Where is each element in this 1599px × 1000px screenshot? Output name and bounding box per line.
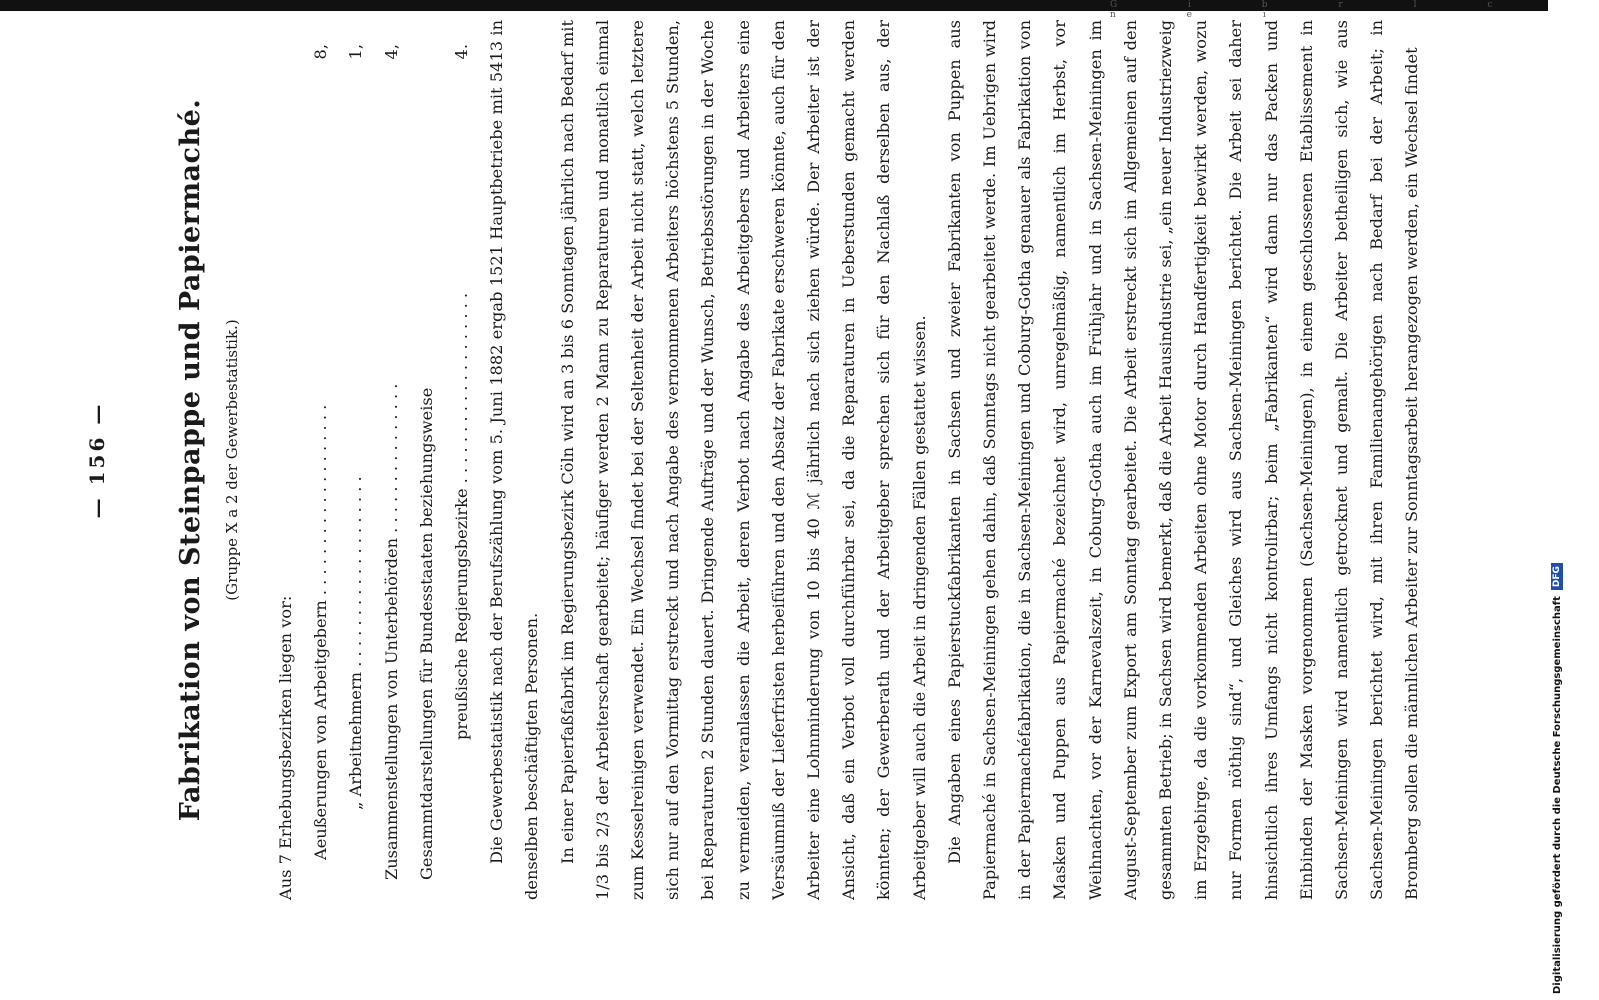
- count-row: [374, 20, 409, 900]
- paragraph: Die Gewerbestatistik nach der Berufszählung vom 5. Juni 1882 ergab 1521 Hauptbetriebe mit 5413 in denselben beschäftigten Personen.: [487, 20, 542, 900]
- count-label: „ Arbeitnehmern . . . . . . . . . . . . . . . . . . .: [346, 476, 366, 810]
- paragraph: In einer Papierfaßfabrik im Regierungsbezirk Cöln wird an 3 bis 6 Sonntagen jährlich nach Bedarf mit 1/3 bis 2/3 der Arbeiterschaft gearbeitet; häufiger werden 2 Mann zu Reparaturen und monatlich einmal zum Kesselreinigen verwendet. Ein Wechsel findet bei der Seltenheit der Arbeit nicht statt, welch letztere sich nur auf den Vormittag erstreckt und nach Angabe des vernommenen Arbeiters höchstens 5 Stunden, bei Reparaturen 2 Stunden dauert. Dringende Aufträge und der Wunsch, Betriebsstörungen in der Woche zu vermeiden, veranlassen die Arbeit, deren Verbot nach Angabe des Arbeitgebers und Arbeiters eine Versäumniß der Lieferfristen herbeiführen und den Absatz der Fabrikate erschweren könnte, auch für den Arbeiter eine Lohnminderung von 10 bis 40 ℳ jährlich nach sich ziehen würde. Der Arbeiter ist der Ansicht, daß ein Verbot voll durchführbar sei, da die Reparaturen in Ueberstunden gemacht werden könnten; der Gewerberath und der Arbeitgeber sprechen sich für den Nachlaß derselben aus, der Arbeitgeber will auch die Arbeit in dringenden Fällen gestattet wissen.: [557, 20, 929, 900]
- count-value: 4,: [381, 44, 401, 60]
- count-value: 1,: [346, 44, 366, 60]
- page-subtitle: (Gruppe X a 2 der Gewerbestatistik.): [223, 319, 241, 601]
- count-value: [409, 20, 444, 44]
- count-label: preußische Regierungsbezirke . . . . . . . . . . . . . . . . . . .: [451, 292, 471, 740]
- paragraph: Die Angaben eines Papierstuckfabrikanten in Sachsen und zweier Fabrikanten von Puppen aus Papiermaché in Sachsen-Meiningen gehen dahin, daß Sonntags nicht gearbeitet werde. Im Uebrigen wird in der Papiermachéfabrikation, die in Sachsen-Meiningen und Coburg-Gotha genauer als Fabrikation von Masken und Puppen aus Papiermaché bezeichnet wird, unregelmäßig, namentlich im Herbst, vor Weihnachten, vor der Karnevalszeit, in Coburg-Gotha auch im Frühjahr und in Sachsen-Meiningen im August-September zum Export am Sonntag gearbeitet. Die Arbeit erstreckt sich im Allgemeinen auf den gesammten Betrieb; in Sachsen wird bemerkt, daß die Arbeit Hausindustrie sei, „ein neuer Industriezweig im Erzgebirge, da die vorkommenden Arbeiten ohne Motor durch Handfertigkeit bewirkt werden, wozu nur Formen nöthig sind“, und Gleiches wird aus Sachsen-Meiningen berichtet. Die Arbeit sei daher hinsichtlich ihres Umfangs nicht kontrolirbar; beim „Fabrikanten“ wird dann nur das Packen und Einbinden der Masken vorgenommen (Sachsen-Meiningen), in einem geschlossenen Etablissement in Sachsen-Meiningen wird namentlich getrocknet und gemalt. Die Arbeiter betheiligen sich, wie aus Sachsen-Meiningen berichtet wird, mit ihren Familienangehörigen nach Bedarf bei der Arbeit; in Bromberg sollen die männlichen Arbeiter zur Sonntagsarbeit herangezogen werden, ein Wechsel findet: [944, 20, 1422, 900]
- count-value: 4.: [451, 44, 471, 60]
- count-label: Gesammtdarstellungen für Bundesstaaten beziehungsweise: [416, 387, 436, 880]
- count-label: Aeußerungen von Arbeitgebern . . . . . . . . . . . . . . . . . . .: [311, 404, 331, 860]
- rotated-document-page: [85, 20, 1455, 900]
- count-row: [303, 20, 338, 900]
- count-label: Zusammenstellungen von Unterbehörden . . . . . . . . . . . . . . .: [381, 383, 401, 880]
- count-row: [338, 20, 373, 900]
- count-row: [444, 20, 479, 900]
- count-value: 8,: [311, 44, 331, 60]
- page-number: — 156 —: [85, 401, 109, 519]
- page-title: Fabrikation von Steinpappe und Papiermaché.: [175, 98, 206, 822]
- intro-line: Aus 7 Erhebungsbezirken liegen vor:: [276, 595, 295, 900]
- dfg-logo: DFG: [1551, 563, 1563, 590]
- count-row: [409, 20, 444, 900]
- document-body: [268, 20, 1430, 900]
- digitization-credit: [1551, 4, 1569, 994]
- bleed-through-text: G i b r l c n e i: [1110, 0, 1527, 20]
- credit-text: Digitalisierung gefördert durch die Deutsche Forschungsgemeinschaft: [1552, 596, 1563, 994]
